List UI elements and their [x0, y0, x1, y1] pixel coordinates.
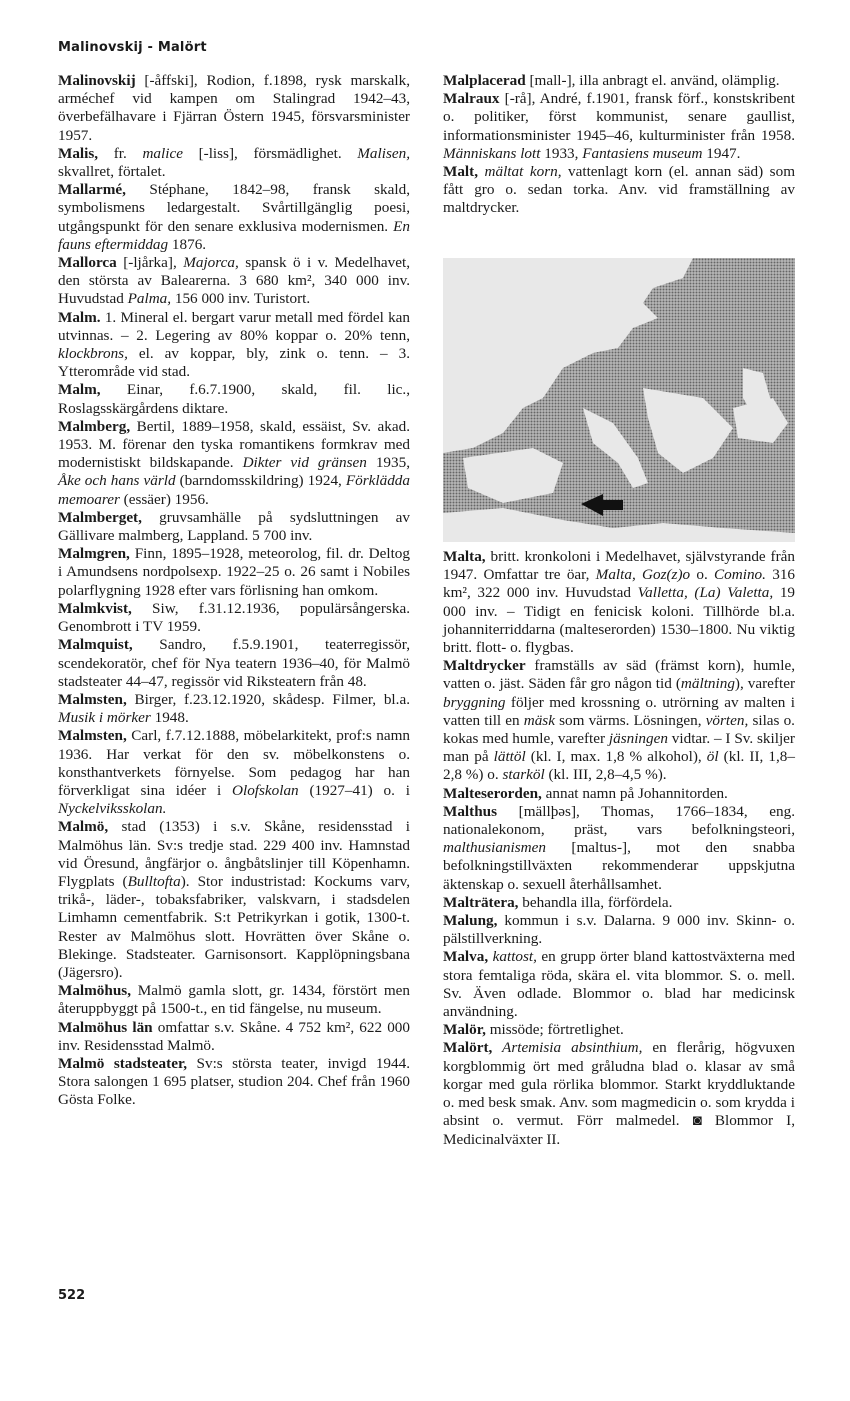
entry-headword: Malmö, [58, 818, 109, 836]
entry-text: öl [706, 748, 719, 766]
entry-text: Valletta, (La) Valetta, [637, 584, 774, 602]
dictionary-entry [58, 381, 410, 417]
entry-text: mältning [680, 675, 735, 693]
entry-text: (barndomsskildring) 1924, [175, 472, 346, 490]
entry-text: (1927–41) o. i [298, 781, 410, 799]
entry-text: Dikter vid gränsen [242, 454, 367, 472]
entry-text: Bulltofta [127, 872, 181, 890]
dictionary-entry [58, 600, 410, 636]
entry-text: Nyckelviksskolan. [58, 800, 167, 818]
entry-text: malice [142, 144, 183, 162]
entry-headword: Malträtera, [443, 893, 519, 911]
entry-text: mältat korn, [478, 163, 562, 181]
entry-text: [mall-], illa anbragt el. använd, olämplig. [525, 72, 780, 89]
entry-headword: Malplacerad [443, 72, 526, 89]
entry-headword: Mallorca [58, 254, 117, 272]
entry-text: Sandro, f.5.9.1901, teaterregissör, scendekoratör, chef för Nya teatern 1936–40, för Malmö stadsteater 44–47, regissör vid Riksteatern från 48. [58, 636, 410, 690]
entry-text: Einar, f.6.7.1900, skald, fil. lic., Roslagsskärgårdens diktare. [58, 381, 410, 417]
dictionary-entry [58, 181, 410, 254]
entry-text: Malta, Goz(z)o [595, 566, 691, 584]
entry-text: Malmö gamla slott, gr. 1434, förstört men återuppbyggt på 1500-t., en tid fängelse, nu museum. [58, 982, 410, 1018]
entry-text: framställs av säd (främst korn), humle, vatten o. jäst. Säden får gro någon tid ( [443, 657, 795, 693]
entry-text: Palma, [127, 290, 172, 308]
entry-text: Olofskolan [232, 781, 299, 799]
entry-headword: Malmsten, [58, 727, 127, 745]
entry-text: 1. Mineral el. bergart varur metall med fördel kan utvinnas. – 2. Legering av 80% koppar o. 20% tenn, [58, 308, 410, 344]
entry-headword: Malmö stadsteater, [58, 1054, 188, 1072]
entry-text: Birger, f.23.12.1920, skådesp. Filmer, bl.a. [126, 690, 410, 708]
entry-text: Musik i mörker [58, 709, 151, 727]
right-column-top [443, 72, 795, 218]
entry-headword: Malmberg, [58, 417, 131, 435]
entry-text: omfattar s.v. Skåne. 4 752 km², 622 000 inv. Residensstad Malmö. [58, 1018, 410, 1054]
dictionary-entry [443, 785, 795, 803]
entry-text: klockbrons, [58, 345, 128, 363]
entry-text: (kl. I, max. 1,8 % alkohol), [525, 748, 707, 766]
entry-text: malthusianismen [443, 839, 546, 857]
entry-headword: Malm, [58, 381, 101, 399]
entry-text: el. av koppar, bly, zink o. tenn. – 3. Ytterområde vid stad. [58, 345, 410, 381]
entry-text: mäsk [523, 711, 555, 729]
entry-text: ), varefter [734, 675, 795, 693]
entry-text: en grupp örter bland kattostväxterna med stora femtaliga röda, skära el. vita blommor. S. o. mell. Sv. Även odlade. Blommor o. blad har medicinsk användning. [443, 948, 796, 1021]
entry-text: lättöl [493, 748, 526, 766]
entry-text: 1948. [150, 709, 189, 727]
dictionary-entry [58, 545, 410, 600]
entry-headword: Malör, [443, 1021, 486, 1039]
dictionary-entry [58, 691, 410, 727]
entry-headword: Malt, [443, 163, 479, 181]
entry-text: skvallret, förtalet. [58, 163, 166, 181]
entry-text: Sv:s största teater, invigd 1944. Stora salongen 1 695 platser, studion 204. Chef från 1960 Gösta Folke. [58, 1054, 410, 1109]
entry-text: 19 000 inv. – Tidigt en fenicisk koloni. Tillhörde bl.a. johanniterriddarna (malteserorden) 1530–1800. Nu viktig britt. flott- o. flygbas. [443, 584, 795, 657]
entry-text: Bertil, 1889–1958, skald, essäist, Sv. akad. 1953. M. förenar den tyska romantikens formkrav med modernistiskt bildskapande. [58, 417, 410, 472]
entry-headword: Malmgren, [58, 545, 130, 563]
dictionary-entry [443, 803, 795, 894]
dictionary-entry [443, 163, 795, 218]
entry-headword: Maltdrycker [443, 657, 526, 675]
entry-text: 1933, [540, 144, 583, 162]
page-number: 522 [58, 1288, 86, 1303]
dictionary-entry [443, 1021, 795, 1039]
dictionary-entry [443, 948, 795, 1021]
entry-text: Comino. [714, 566, 766, 584]
entry-text: 316 km², 322 000 inv. Huvudstad [443, 566, 796, 602]
entry-headword: Malung, [443, 912, 498, 930]
entry-text: silas o. kokas med humle, varefter [443, 711, 795, 748]
entry-text: annat namn på Johannitorden. [541, 784, 728, 802]
entry-headword: Malm. [58, 308, 101, 326]
entry-text: Stéphane, 1842–98, fransk skald, symbolismens ledargestalt. Svårtillgänglig poesi, utgångspunkt för den senare exklusiva modernismen. [58, 181, 410, 235]
dictionary-entry [58, 72, 410, 145]
entry-text: En fauns eftermiddag [58, 217, 410, 253]
malta-map [443, 258, 795, 542]
entry-headword: Malva, [443, 948, 489, 966]
dictionary-entry [443, 72, 795, 90]
entry-text: o. [690, 566, 715, 584]
entry-text: fr. [98, 144, 143, 162]
entry-text: starköl [502, 766, 545, 784]
entry-text: [-rå], André, f.1901, fransk förf., konstskribent o. politiker, först kommunist, senare gaullist, informationsminister 1945–46, kulturminister från 1958. [443, 90, 795, 144]
entry-text: behandla illa, förfördela. [518, 893, 673, 911]
dictionary-entry [443, 548, 795, 657]
entry-headword: Malteserorden, [443, 784, 542, 802]
entry-text: jäsningen [608, 730, 668, 748]
entry-text: vidtar. – I Sv. skiljer man på [443, 730, 795, 766]
dictionary-entry [58, 145, 410, 181]
entry-text: en flerårig, högvuxen korgblommig ört med gråludna blad o. klasar av små korgar med gula rörlika blommor. Starkt kryddluktande o. med besk smak. Anv. som magmedicin o. som krydda i absint o. vermut. Förr malmedel. ◙ Blommor I, Medicinalväxter II. [443, 1039, 795, 1148]
entry-headword: Malta, [443, 548, 486, 565]
entry-text: kattost, [488, 948, 537, 966]
entry-text: Artemisia absinthium, [492, 1039, 643, 1057]
entry-headword: Malinovskij [58, 72, 136, 89]
entry-text: som värms. Lösningen, [554, 711, 706, 729]
entry-text: Finn, 1895–1928, meteorolog, fil. dr. Deltog i Amundsens nordpolsexp. 1922–25 o. 26 samt i Nobiles polarflygning 1928 efter vars förlisning han omkom. [58, 545, 410, 599]
dictionary-entry [58, 727, 410, 818]
entry-text: 156 000 inv. Turistort. [171, 290, 311, 308]
right-column-bottom [443, 548, 795, 1149]
dictionary-entry [443, 1039, 795, 1148]
entry-headword: Malthus [443, 802, 498, 820]
entry-text: [-ljårka], [116, 254, 184, 272]
entry-text: 1876. [168, 235, 207, 253]
entry-text: Carl, f.7.12.1888, möbelarkitekt, prof:s namn 1936. Har verkat för den sv. möbelkonstens o. konsthantverkets förnyelse. Som pedagog har han förverkligat sina idéer i [58, 727, 410, 799]
entry-text: vörten, [705, 711, 749, 729]
entry-text: [-liss], försmädlighet. [182, 144, 358, 162]
entry-text: Malisen, [357, 144, 410, 162]
dictionary-entry [443, 894, 795, 912]
entry-headword: Malmöhus, [58, 982, 131, 1000]
dictionary-entry [58, 254, 410, 309]
entry-text: (essäer) 1956. [119, 490, 209, 508]
entry-text: Förklädda memoarer [58, 472, 410, 508]
entry-text: Åke och hans värld [58, 472, 176, 490]
running-head: Malinovskij - Malört [58, 40, 207, 55]
dictionary-entry [58, 509, 410, 545]
entry-text: följer med krossning o. utrörning av malten i vatten till en [443, 693, 795, 729]
entry-text: gruvsamhälle på sydsluttningen av Gällivare malmberg, Lappland. 5 700 inv. [58, 508, 410, 545]
dictionary-entry [58, 982, 410, 1018]
entry-text: 1935, [366, 454, 411, 472]
entry-headword: Malmquist, [58, 636, 133, 654]
dictionary-entry [58, 309, 410, 382]
entry-text: Människans lott [443, 144, 541, 162]
entry-text: Siw, f.31.12.1936, populärsångerska. Genombrott i TV 1959. [58, 599, 410, 636]
entry-text: Majorca, [183, 254, 239, 272]
entry-text: (kl. II, 1,8–2,8 %) o. [443, 748, 795, 784]
left-column [58, 72, 410, 1110]
dictionary-entry [58, 818, 410, 982]
entry-text: kommun i s.v. Dalarna. 9 000 inv. Skinn- o. pälstillverkning. [443, 912, 795, 948]
dictionary-entry [58, 1019, 410, 1055]
dictionary-entry [443, 912, 795, 948]
entry-text: missöde; förtretlighet. [485, 1021, 624, 1039]
entry-text: vattenlagt korn (el. annan säd) som fått gro o. sedan torka. Anv. vid framställning av maltdrycker. [443, 163, 796, 217]
entry-headword: Malis, [58, 144, 99, 162]
entry-headword: Malmberget, [58, 508, 142, 526]
entry-text: (kl. III, 2,8–4,5 %). [544, 766, 667, 784]
entry-text: [-åffski], Rodion, f.1898, rysk marskalk, arméchef vid kampen om Stalingrad 1942–43, överbefälhavare i Fjärran Östern 1945, försvarsminister 1957. [58, 72, 410, 144]
entry-text: bryggning [443, 693, 506, 711]
entry-headword: Malört, [443, 1039, 493, 1057]
dictionary-entry [58, 636, 410, 691]
entry-text: [maltus-], mot den snabba befolkningstillväxten rekommenderar uppskjutna äktenskap o. sexuell återhållsamhet. [443, 839, 795, 893]
entry-headword: Malmkvist, [58, 599, 132, 617]
dictionary-entry [58, 418, 410, 509]
dictionary-entry [58, 1055, 410, 1110]
entry-text: 1947. [702, 144, 741, 162]
entry-headword: Malmöhus län [58, 1018, 153, 1036]
entry-headword: Malmsten, [58, 690, 127, 708]
entry-text: spansk ö i v. Medelhavet, den största av Balearerna. 3 680 km², 340 000 inv. Huvudstad [58, 254, 411, 308]
entry-text: stad (1353) i s.v. Skåne, residensstad i Malmöhus län. Sv:s tredje stad. 229 400 inv. Hamnstad vid Öresund, ångfärjor o. ångbåtslinjer till Köpenhamn. Flygplats ( [58, 818, 410, 890]
entry-headword: Malraux [443, 90, 500, 108]
entry-text: Fantasiens museum [582, 144, 703, 162]
entry-text: [mällþəs], Thomas, 1766–1834, eng. nationalekonom, präst, vars befolkningsteori, [443, 802, 795, 839]
entry-text: ). Stor industristad: Kockums varv, trikå-, läder-, tobaksfabriker, valskvarn, i stadsdelen Limhamn cementfabrik. S:t Petrikyrkan i gotik, 1300-t. Rester av Malmöhus slott. Hovrätten över Skåne o. Blekinge. Stadsteater. Garnisonsort. Kapplöpningsbana (Jägersro). [58, 872, 410, 981]
dictionary-entry [443, 657, 795, 784]
entry-headword: Mallarmé, [58, 181, 126, 199]
entry-text: britt. kronkoloni i Medelhavet, självstyrande från 1947. Omfattar tre öar, [443, 548, 795, 584]
dictionary-entry [443, 90, 795, 163]
